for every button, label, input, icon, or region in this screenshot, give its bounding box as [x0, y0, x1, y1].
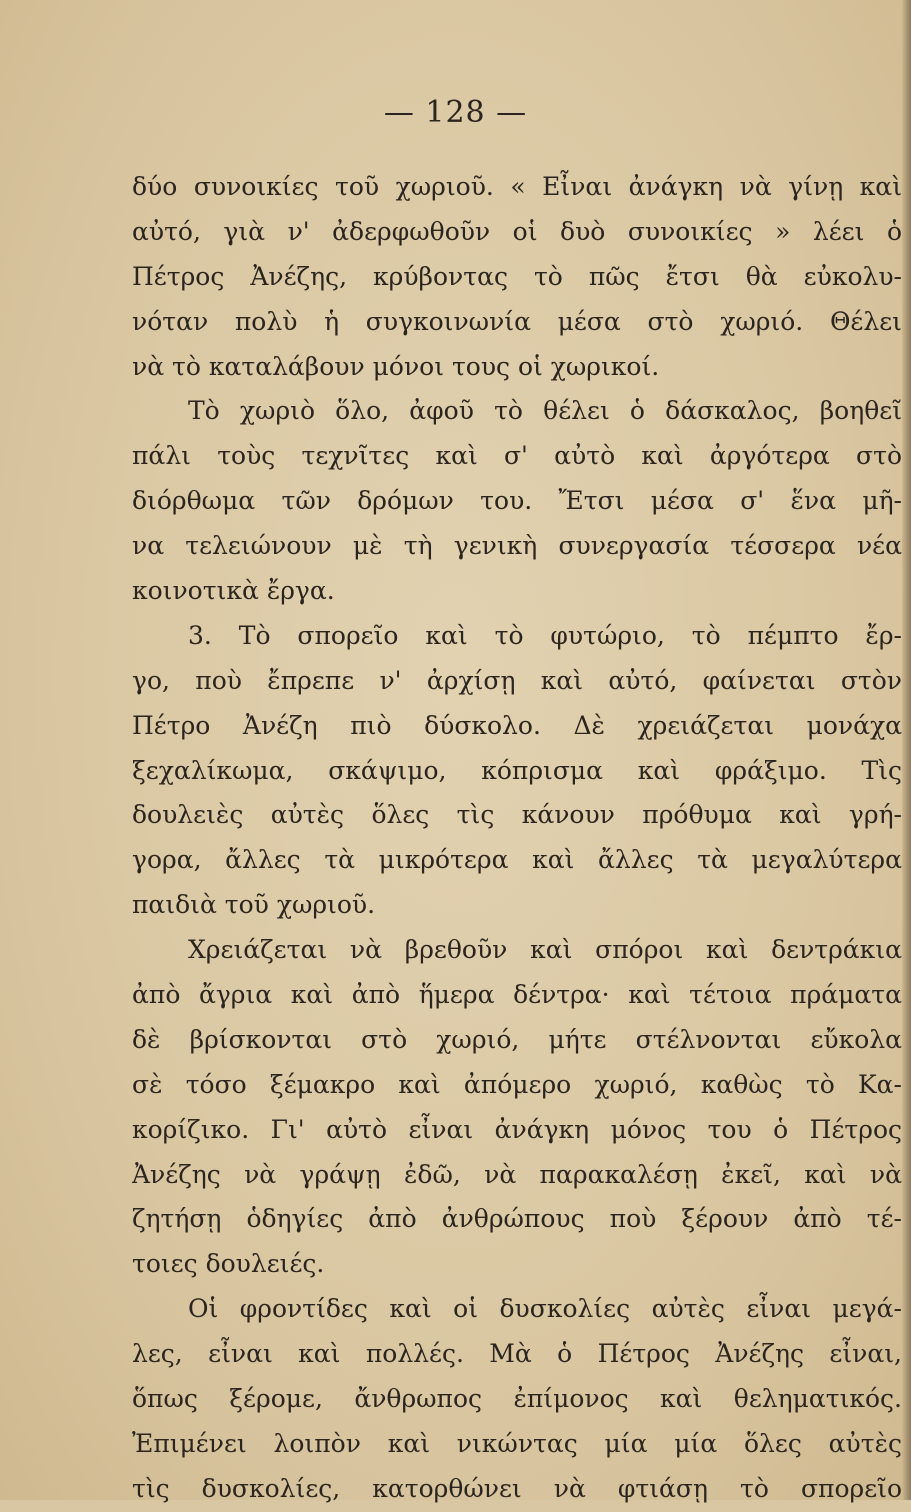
- text-line: 3. Τὸ σπορεῖο καὶ τὸ φυτώριο, τὸ πέμπτο ἔρ-: [188, 620, 902, 650]
- text-line: δουλειὲς αὐτὲς ὅλες τὶς κάνουν πρόθυμα καὶ γρή-: [132, 800, 902, 830]
- text-line: γο, ποὺ ἔπρεπε ν' ἀρχίσῃ καὶ αὐτό, φαίνεται στὸν: [132, 665, 902, 695]
- text-line: παιδιὰ τοῦ χωριοῦ.: [132, 890, 376, 920]
- text-line: Πέτρο Ἀνέζη πιὸ δύσκολο. Δὲ χρειάζεται μονάχα: [132, 710, 902, 740]
- text-line: Πέτρος Ἀνέζης, κρύβοντας τὸ πῶς ἔτσι θὰ εὐκολυ-: [132, 261, 902, 291]
- text-line: δύο συνοικίες τοῦ χωριοῦ. « Εἶναι ἀνάγκη νὰ γίνῃ καὶ: [132, 172, 902, 201]
- text-line: νὰ τὸ καταλάβουν μόνοι τους οἱ χωρικοί.: [132, 351, 660, 381]
- text-line: ζητήσῃ ὁδηγίες ἀπὸ ἀνθρώπους ποὺ ξέρουν ἀπὸ τέ-: [132, 1204, 902, 1234]
- text-line: αὐτό, γιὰ ν' ἀδερφωθοῦν οἱ δυὸ συνοικίες » λέει ὁ: [132, 216, 902, 246]
- text-line: τὶς δυσκολίες, κατορθώνει νὰ φτιάσῃ τὸ σπορεῖο: [132, 1473, 902, 1503]
- text-line: να τελειώνουν μὲ τὴ γενικὴ συνεργασία τέσσερα νέα: [132, 531, 902, 561]
- page-edge: [902, 0, 911, 1500]
- text-line: Ἐπιμένει λοιπὸν καὶ νικώντας μία μία ὅλες αὐτὲς: [132, 1428, 902, 1458]
- text-line: λες, εἶναι καὶ πολλές. Μὰ ὁ Πέτρος Ἀνέζης εἶναι,: [132, 1339, 902, 1369]
- text-line: γορα, ἄλλες τὰ μικρότερα καὶ ἄλλες τὰ μεγαλύτερα: [132, 845, 902, 875]
- text-line: Οἱ φροντίδες καὶ οἱ δυσκολίες αὐτὲς εἶναι μεγά-: [188, 1294, 902, 1324]
- text-line: ὅπως ξέρομε, ἄνθρωπος ἐπίμονος καὶ θεληματικός.: [132, 1384, 902, 1414]
- text-line: δὲ βρίσκονται στὸ χωριό, μήτε στέλνονται εὔκολα: [132, 1024, 902, 1054]
- page-number: — 128 —: [383, 95, 528, 130]
- text-line: κορίζικο. Γι' αὐτὸ εἶναι ἀνάγκη μόνος του ὁ Πέτρος: [132, 1114, 902, 1144]
- text-line: πάλι τοὺς τεχνῖτες καὶ σ' αὐτὸ καὶ ἀργότερα στὸ: [132, 441, 902, 471]
- text-line: τοιες δουλειές.: [132, 1249, 325, 1279]
- text-line: νόταν πολὺ ἡ συγκοινωνία μέσα στὸ χωριό. Θέλει: [132, 306, 902, 336]
- body-text: [132, 165, 902, 1512]
- text-line: Τὸ χωριὸ ὅλο, ἀφοῦ τὸ θέλει ὁ δάσκαλος, βοηθεῖ: [188, 396, 902, 426]
- text-line: Χρειάζεται νὰ βρεθοῦν καὶ σπόροι καὶ δεντράκια: [188, 935, 902, 965]
- text-line: σὲ τόσο ξέμακρο καὶ ἀπόμερο χωριό, καθὼς τὸ Κα-: [132, 1069, 902, 1099]
- text-line: ἀπὸ ἄγρια καὶ ἀπὸ ἥμερα δέντρα· καὶ τέτοια πράματα: [132, 980, 902, 1010]
- text-line: ξεχαλίκωμα, σκάψιμο, κόπρισμα καὶ φράξιμο. Τὶς: [132, 755, 902, 785]
- text-line: κοινοτικὰ ἔργα.: [132, 576, 335, 606]
- text-line: Ἀνέζης νὰ γράψῃ ἐδῶ, νὰ παρακαλέσῃ ἐκεῖ, καὶ νὰ: [132, 1159, 902, 1189]
- text-line: διόρθωμα τῶν δρόμων του. Ἔτσι μέσα σ' ἕνα μῆ-: [132, 486, 902, 516]
